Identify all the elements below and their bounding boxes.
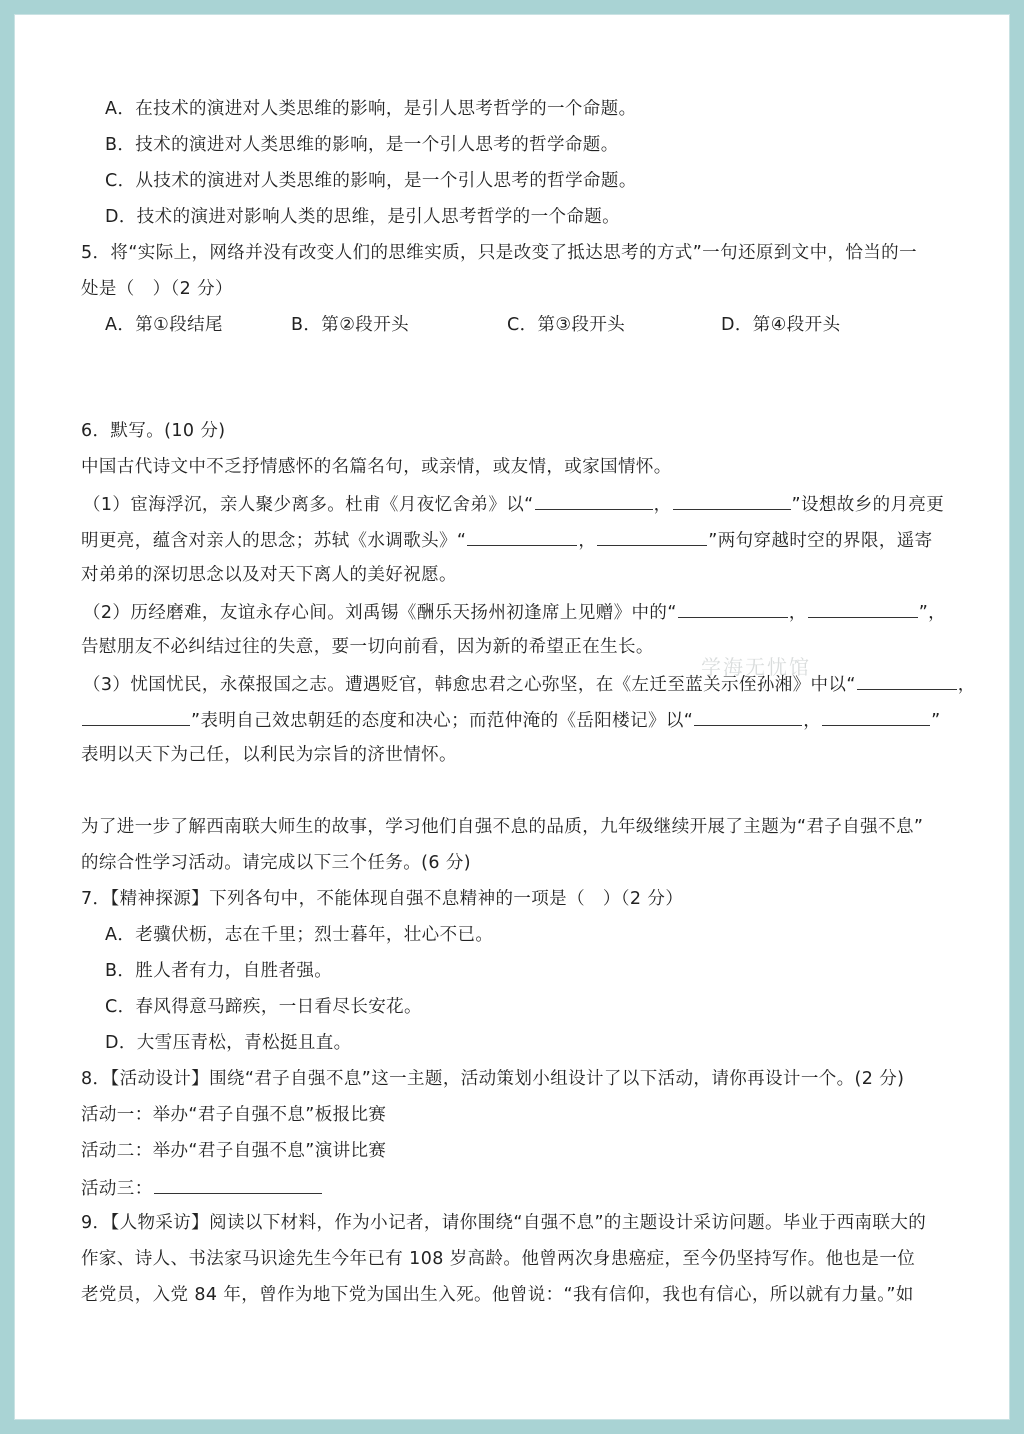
q6-part1-line2 (81, 527, 933, 553)
intro2-line1: 为了进一步了解西南联大师生的故事，学习他们自强不息的品质，九年级继续开展了主题为“君子自强不息” (81, 817, 924, 837)
q6-title: 6．默写。(10 分) (81, 421, 226, 441)
exam-page (14, 14, 1010, 1420)
q5-option-b: B．第②段开头 (291, 315, 409, 335)
q9-line1: 9．【人物采访】阅读以下材料，作为小记者，请你围绕“自强不息”的主题设计采访问题。毕业于西南联大的 (81, 1213, 927, 1233)
q8-activity-2: 活动二：举办“君子自强不息”演讲比赛 (81, 1141, 387, 1161)
q6-part1-line1 (83, 491, 944, 517)
q6-part3-text-b: ”表明自己效忠朝廷的态度和决心；而范仲淹的《岳阳楼记》以“ (191, 711, 694, 731)
q5-stem-line2: 处是（ ）（2 分） (81, 279, 233, 299)
q5-option-c: C．第③段开头 (507, 315, 626, 335)
q6-part1-text-b: ”设想故乡的月亮更 (791, 495, 945, 515)
q7-option-a: A．老骥伏枥，志在千里；烈士暮年，壮心不已。 (105, 925, 494, 945)
q6-part3-line3: 表明以天下为己任，以利民为宗旨的济世情怀。 (81, 745, 457, 765)
q6-part2-line1 (83, 599, 946, 625)
q4-option-a: A．在技术的演进对人类思维的影响，是引人思考哲学的一个命题。 (105, 99, 637, 119)
q6-part3-line1 (83, 671, 976, 697)
q8-title: 8．【活动设计】围绕“君子自强不息”这一主题，活动策划小组设计了以下活动，请你再设计一个。(2 分) (81, 1069, 905, 1089)
q6-part1-text-a: （1）宦海浮沉，亲人聚少离多。杜甫《月夜忆舍弟》以“ (83, 495, 534, 515)
quote-end: ” (931, 711, 941, 731)
comma: ， (803, 711, 822, 731)
q4-option-b: B．技术的演进对人类思维的影响，是一个引人思考的哲学命题。 (105, 135, 619, 155)
q7-option-d: D．大雪压青松，青松挺且直。 (105, 1033, 352, 1053)
q9-line2: 作家、诗人、书法家马识途先生今年已有 108 岁高龄。他曾两次身患癌症，至今仍坚持写作。他也是一位 (81, 1249, 916, 1269)
q8-activity-3-label: 活动三： (81, 1179, 153, 1199)
q5-option-d: D．第④段开头 (721, 315, 841, 335)
q8-activity-1: 活动一：举办“君子自强不息”板报比赛 (81, 1105, 387, 1125)
q4-option-c: C．从技术的演进对人类思维的影响，是一个引人思考的哲学命题。 (105, 171, 637, 191)
watermark: 学海无忧馆 (701, 655, 811, 679)
q7-option-b: B．胜人者有力，自胜者强。 (105, 961, 333, 981)
q6-part2-text-a: （2）历经磨难，友谊永存心间。刘禹锡《酬乐天扬州初逢席上见赠》中的“ (83, 603, 677, 623)
q6-part1-text-d: ”两句穿越时空的界限，遥寄 (708, 531, 933, 551)
q8-activity-3 (81, 1175, 323, 1201)
quote-end: ”， (918, 603, 947, 623)
q6-part1-text-c: 明更亮，蕴含对亲人的思念；苏轼《水调歌头》“ (81, 531, 467, 551)
answer-blank[interactable] (467, 527, 577, 546)
q7-title: 7．【精神探源】下列各句中，不能体现自强不息精神的一项是（ ）（2 分） (81, 889, 684, 909)
comma: ， (653, 495, 672, 515)
answer-blank[interactable] (154, 1175, 322, 1194)
q6-part3-text-a: （3）忧国忧民，永葆报国之志。遭遇贬官，韩愈忠君之心弥坚，在《左迁至蓝关示侄孙湘》中以“ (83, 675, 856, 695)
q6-part3-line2 (81, 707, 941, 733)
q5-stem-line1: 5．将“实际上，网络并没有改变人们的思维实质，只是改变了抵达思考的方式”一句还原到文中，恰当的一 (81, 243, 917, 263)
comma: ， (957, 675, 976, 695)
q6-part1-line3: 对弟弟的深切思念以及对天下离人的美好祝愿。 (81, 565, 457, 585)
q6-intro: 中国古代诗文中不乏抒情感怀的名篇名句，或亲情，或友情，或家国情怀。 (81, 457, 672, 477)
answer-blank[interactable] (857, 671, 957, 690)
q5-option-a: A．第①段结尾 (105, 315, 223, 335)
comma: ， (578, 531, 597, 551)
answer-blank[interactable] (82, 707, 190, 726)
q4-option-d: D．技术的演进对影响人类的思维，是引人思考哲学的一个命题。 (105, 207, 621, 227)
answer-blank[interactable] (822, 707, 930, 726)
intro2-line2: 的综合性学习活动。请完成以下三个任务。(6 分) (81, 853, 471, 873)
q7-option-c: C．春风得意马蹄疾，一日看尽长安花。 (105, 997, 422, 1017)
answer-blank[interactable] (535, 491, 653, 510)
answer-blank[interactable] (597, 527, 707, 546)
answer-blank[interactable] (673, 491, 791, 510)
answer-blank[interactable] (694, 707, 802, 726)
answer-blank[interactable] (678, 599, 788, 618)
answer-blank[interactable] (808, 599, 918, 618)
comma: ， (788, 603, 807, 623)
q9-line3: 老党员，入党 84 年，曾作为地下党为国出生入死。他曾说：“我有信仰，我也有信心，所以就有力量。”如 (81, 1285, 914, 1305)
q6-part2-line2: 告慰朋友不必纠结过往的失意，要一切向前看，因为新的希望正在生长。 (81, 637, 654, 657)
